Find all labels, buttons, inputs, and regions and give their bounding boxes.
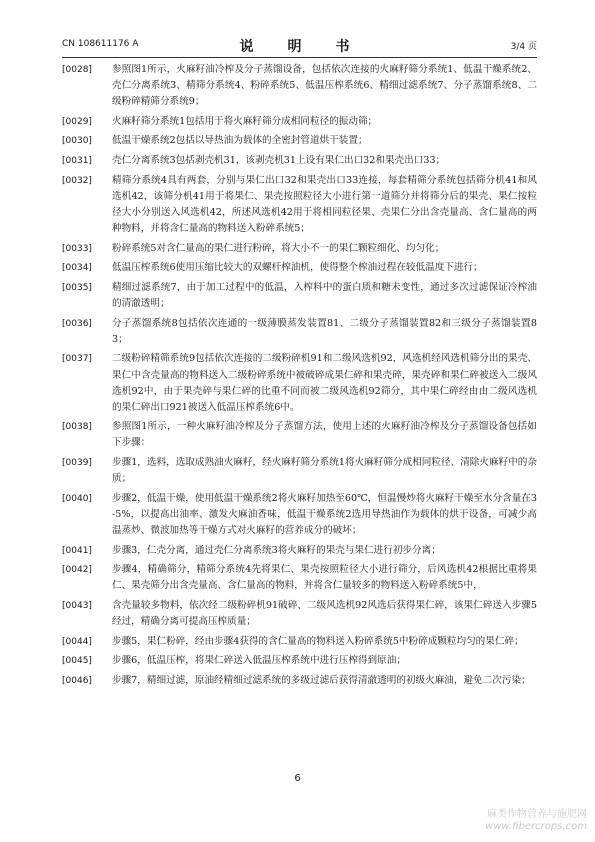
paragraph-text: 步骤4，精确筛分，精筛分系统4先将果仁、果壳按照粒径大小进行筛分，后风选机42根据比重将果仁、果壳筛分出含壳量高、含仁量高的物料，并将含仁量较多的物料送入粉碎系统5中， [112,564,537,592]
paragraph [62,62,537,110]
paragraph-number: [0033] [62,243,92,254]
paragraph [62,351,537,415]
paragraph-text: 步骤1，选料，选取成熟油火麻籽，经火麻籽筛分系统1将火麻籽筛分成相同粒径、清除火麻籽中的杂质； [112,457,537,485]
paragraph-text: 低温干燥系统2包括以导热油为载体的全密封管道烘干装置； [112,135,368,147]
paragraph-number: [0044] [62,636,92,647]
paragraph-text: 参照图1所示，火麻籽油冷榨及分子蒸馏设备，包括依次连接的火麻籽筛分系统1、低温干燥系统2、壳仁分离系统3、精筛分系统4、粉碎系统5、低温压榨系统6、精细过滤系统7、分子蒸馏系统8、二级粉碎精筛分系统9； [112,64,537,108]
paragraph-number: [0042] [62,565,92,576]
paragraph [62,562,537,594]
document-body [62,62,537,693]
paragraph [62,241,537,257]
watermark-url: www.fibercrops.com [485,821,587,832]
paragraph-number: [0030] [62,136,92,147]
paragraph-text: 步骤5，果仁粉碎，经由步骤4获得的含仁量高的物料送入粉碎系统5中粉碎成颗粒均匀的果仁碎； [112,635,524,647]
paragraph-number: [0039] [62,458,92,469]
paragraph-text: 壳仁分离系统3包括剥壳机31，该剥壳机31上设有果仁出口32和果壳出口33； [112,155,446,167]
patent-number: CN 108611176 A [62,39,139,49]
paragraph-text: 步骤7，精细过滤，原油经精细过滤系统的多级过滤后获得清澈透明的初级火麻油，避免二次污染； [112,675,531,687]
paragraph-text: 步骤2，低温干燥，使用低温干燥系统2将火麻籽加热至60℃，恒温慢炒将火麻籽干燥至水分含量在3-5%，以提高出油率、激发火麻油香味，低温干燥系统2选用导热油作为载体的烘干设备，可减少高温蒸炒、微波加热等干燥方式对火麻籽的营养成分的破坏； [112,492,537,536]
paragraph-number: [0046] [62,676,92,687]
paragraph [62,260,537,276]
paragraph-text: 分子蒸馏系统8包括依次连通的一级薄膜蒸发装置81、二级分子蒸馏装置82和三级分子蒸馏装置83； [112,317,537,345]
paragraph-text: 精筛分系统4具有两套，分别与果仁出口32和果壳出口33连接，每套精筛分系统包括筛分机41和风选机42，该筛分机41用于将果仁、果壳按照粒径大小进行第一道筛分并将筛分后的果壳、果仁按粒径大小分别送入风选机42，所述风选机42用于将相同粒径果、壳果仁分出含壳量高、含仁量高的两种物料，并将含仁量高的物料送入粉碎系统5； [112,174,537,235]
page-header [62,36,537,54]
paragraph [62,173,537,237]
header-divider [62,57,537,58]
paragraph [62,598,537,630]
paragraph-number: [0028] [62,65,92,75]
paragraph-number: [0043] [62,601,92,612]
paragraph [62,543,537,559]
paragraph-number: [0035] [62,282,92,293]
paragraph-number: [0032] [62,175,92,186]
paragraph-number: [0031] [62,156,92,167]
paragraph [62,316,537,348]
paragraph-number: [0029] [62,116,92,127]
paragraph [62,673,537,689]
paragraph-number: [0034] [62,263,92,274]
watermark-site-name: 麻类作物营养与施肥网 [487,809,587,820]
paragraph-number: [0038] [62,422,92,433]
paragraph-text: 含壳量较多物料，依次经二级粉碎机91破碎、二级风选机92风选后获得果仁碎，该果仁碎送入步骤5经过，精确分离可提高压榨质量； [112,600,537,628]
paragraph [62,133,537,149]
paragraph-number: [0037] [62,354,92,365]
page-number: 6 [294,773,301,784]
paragraph [62,634,537,650]
paragraph [62,419,537,451]
page-indicator: 3/4 页 [510,42,537,52]
paragraph [62,114,537,130]
paragraph-text: 二级粉碎精筛系统9包括依次连接的二级粉碎机91和二级风选机92，风选机经风选机筛分出的果壳、果仁中含壳量高的物料送入二级粉碎系统中被破碎成果仁碎和果壳碎，果壳碎和果仁碎被送入二级风选机92中，由于果壳碎与果仁碎的比重不同而被二级风选机92筛分，其中果仁碎经由由二级风选机的果仁碎出口921被送入低温压榨系统6中。 [112,353,537,413]
paragraph [62,153,537,169]
paragraph [62,491,537,539]
paragraph-text: 参照图1所示，一种火麻籽油冷榨及分子蒸馏方法，使用上述的火麻籽油冷榨及分子蒸馏设备包括如下步骤： [112,421,537,449]
paragraph [62,280,537,312]
paragraph-text: 步骤3，仁壳分离，通过壳仁分离系统3将火麻籽的果壳与果仁进行初步分离； [112,544,441,556]
paragraph-text: 精细过滤系统7，由于加工过程中的低温，入榨料中的蛋白质和糖未变性，通过多次过滤保证冷榨油的清澈透明； [112,281,537,310]
paragraph-text: 火麻籽筛分系统1包括用于将火麻籽筛分成相同粒径的振动筛； [112,115,378,127]
paragraph [62,455,537,487]
paragraph-text: 低温压榨系统6使用压缩比较大的双螺杆榨油机，使得整个榨油过程在较低温度下进行； [112,262,483,274]
paragraph-number: [0040] [62,493,92,504]
paragraph-text: 步骤6，低温压榨，将果仁碎送入低温压榨系统中进行压榨得到原油； [112,655,406,667]
watermark [485,809,587,833]
document-title: 说 明 书 [239,39,360,55]
paragraph-text: 粉碎系统5对含仁量高的果仁进行粉碎，将大小不一的果仁颗粒细化、均匀化； [112,242,445,254]
paragraph-number: [0041] [62,545,92,556]
paragraph [62,653,537,669]
paragraph-number: [0045] [62,656,92,667]
paragraph-number: [0036] [62,318,92,329]
